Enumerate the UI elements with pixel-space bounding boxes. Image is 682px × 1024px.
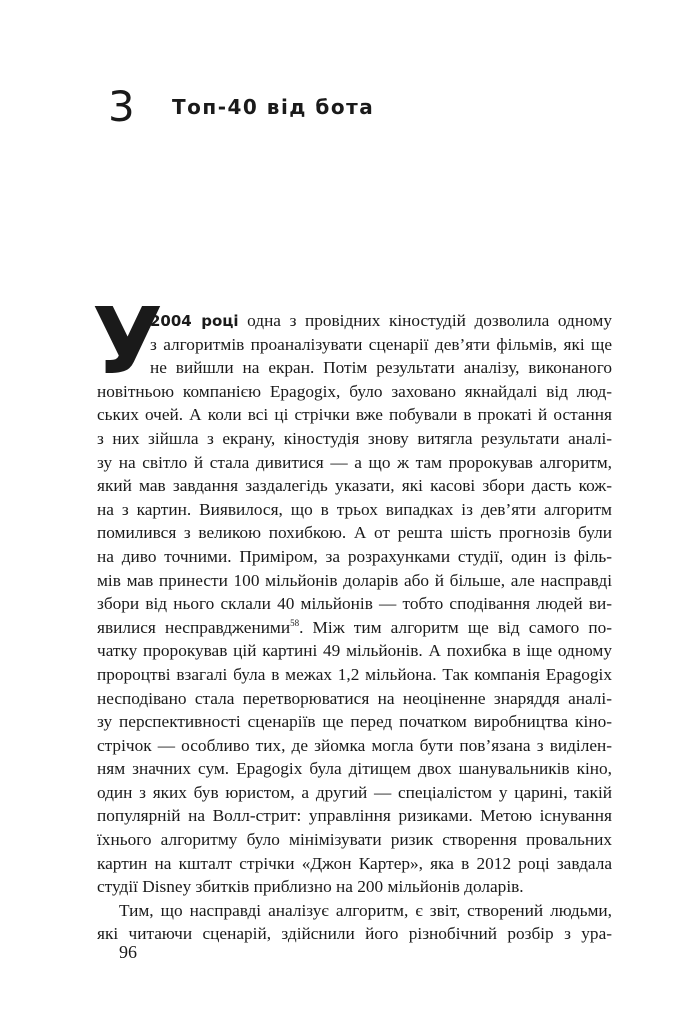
text-line: на з картин. Виявилося, що в трьох випадках із дев’яти алгоритм (97, 499, 612, 519)
text-line (97, 616, 612, 640)
text-line: картин на кшталт стрічки «Джон Картер», яка в 2012 році завдала (97, 853, 612, 873)
chapter-title: Топ-40 від бота (172, 95, 375, 119)
text-line: ських очей. А коли всі ці стрічки вже побували в прокаті й остання (97, 405, 612, 425)
text-line: помилився з великою похибкою. А от решта шість прогнозів були (97, 523, 612, 543)
body-text (97, 309, 612, 946)
text-line: зу на світло й стала дивитися — а що ж там пророкував алгоритм, (97, 452, 612, 472)
text-line: на диво точними. Приміром, за розрахунками студії, один із філь- (97, 546, 612, 566)
text-line: пророцтві взагалі була в межах 1,2 мільйона. Так компанія Epagogix (97, 664, 612, 684)
text-line: не вийшли на екран. Потім результати аналізу, виконаного (150, 358, 612, 378)
text-line: Тим, що насправді аналізує алгоритм, є звіт, створений людьми, (119, 900, 612, 920)
text-line: зу перспективності сценаріїв ще перед початком виробництва кіно- (97, 712, 612, 732)
text-line-before-footnote: явилися несправдженими (97, 617, 291, 637)
text-line: стрічок — особливо тих, де зйомка могла бути пов’язана з виділен- (97, 735, 612, 755)
text-line: з алгоритмів проаналізувати сценарії дев’яти фільмів, які ще (150, 334, 612, 354)
drop-cap: У (92, 288, 163, 395)
text-line: студії Disney збитків приблизно на 200 мільйонів доларів. (97, 877, 524, 897)
text-line: один з яких був юристом, а другий — спеціалістом у царині, такій (97, 782, 612, 802)
text-line (150, 309, 612, 333)
text-line: їхнього алгоритму було мінімізувати ризик створення провальних (97, 830, 612, 850)
lead-bold-text: 2004 році (150, 312, 239, 330)
chapter-number: 3 (108, 82, 135, 131)
text-line: ням значних сум. Epagogix була дітищем двох шанувальників кіно, (97, 759, 612, 779)
text-line: збори від нього склали 40 мільйонів — тобто сподівання людей ви- (97, 594, 612, 614)
text-line: популярній на Волл-стрит: управління ризиками. Метою існування (97, 806, 612, 826)
text-line: з них зійшла з екрану, кіностудія знову витягла результати аналі- (97, 428, 612, 448)
page-number: 96 (119, 942, 137, 962)
text-line-after-footnote: . Між тим алгоритм ще від самого по- (299, 617, 612, 637)
text-line: чатку пророкував цій картині 49 мільйонів. А похибка в іще одному (97, 641, 612, 661)
text-line: мів мав принести 100 мільйонів доларів або й більше, але насправді (97, 570, 612, 590)
text-line-rest: одна з провідних кіностудій дозволила одному (238, 311, 612, 330)
text-line: які читаючи сценарій, здійснили його різнобічний розбір з ура- (97, 924, 612, 944)
text-line: який мав завдання заздалегідь указати, які касові збори дасть кож- (97, 476, 612, 496)
footnote-reference[interactable]: 58 (290, 617, 300, 628)
text-line: несподівано стала перетворюватися на неоціненне знаряддя аналі- (97, 688, 612, 708)
text-line: новітньою компанією Epagogix, було заховано якнайдалі від люд- (97, 381, 612, 401)
